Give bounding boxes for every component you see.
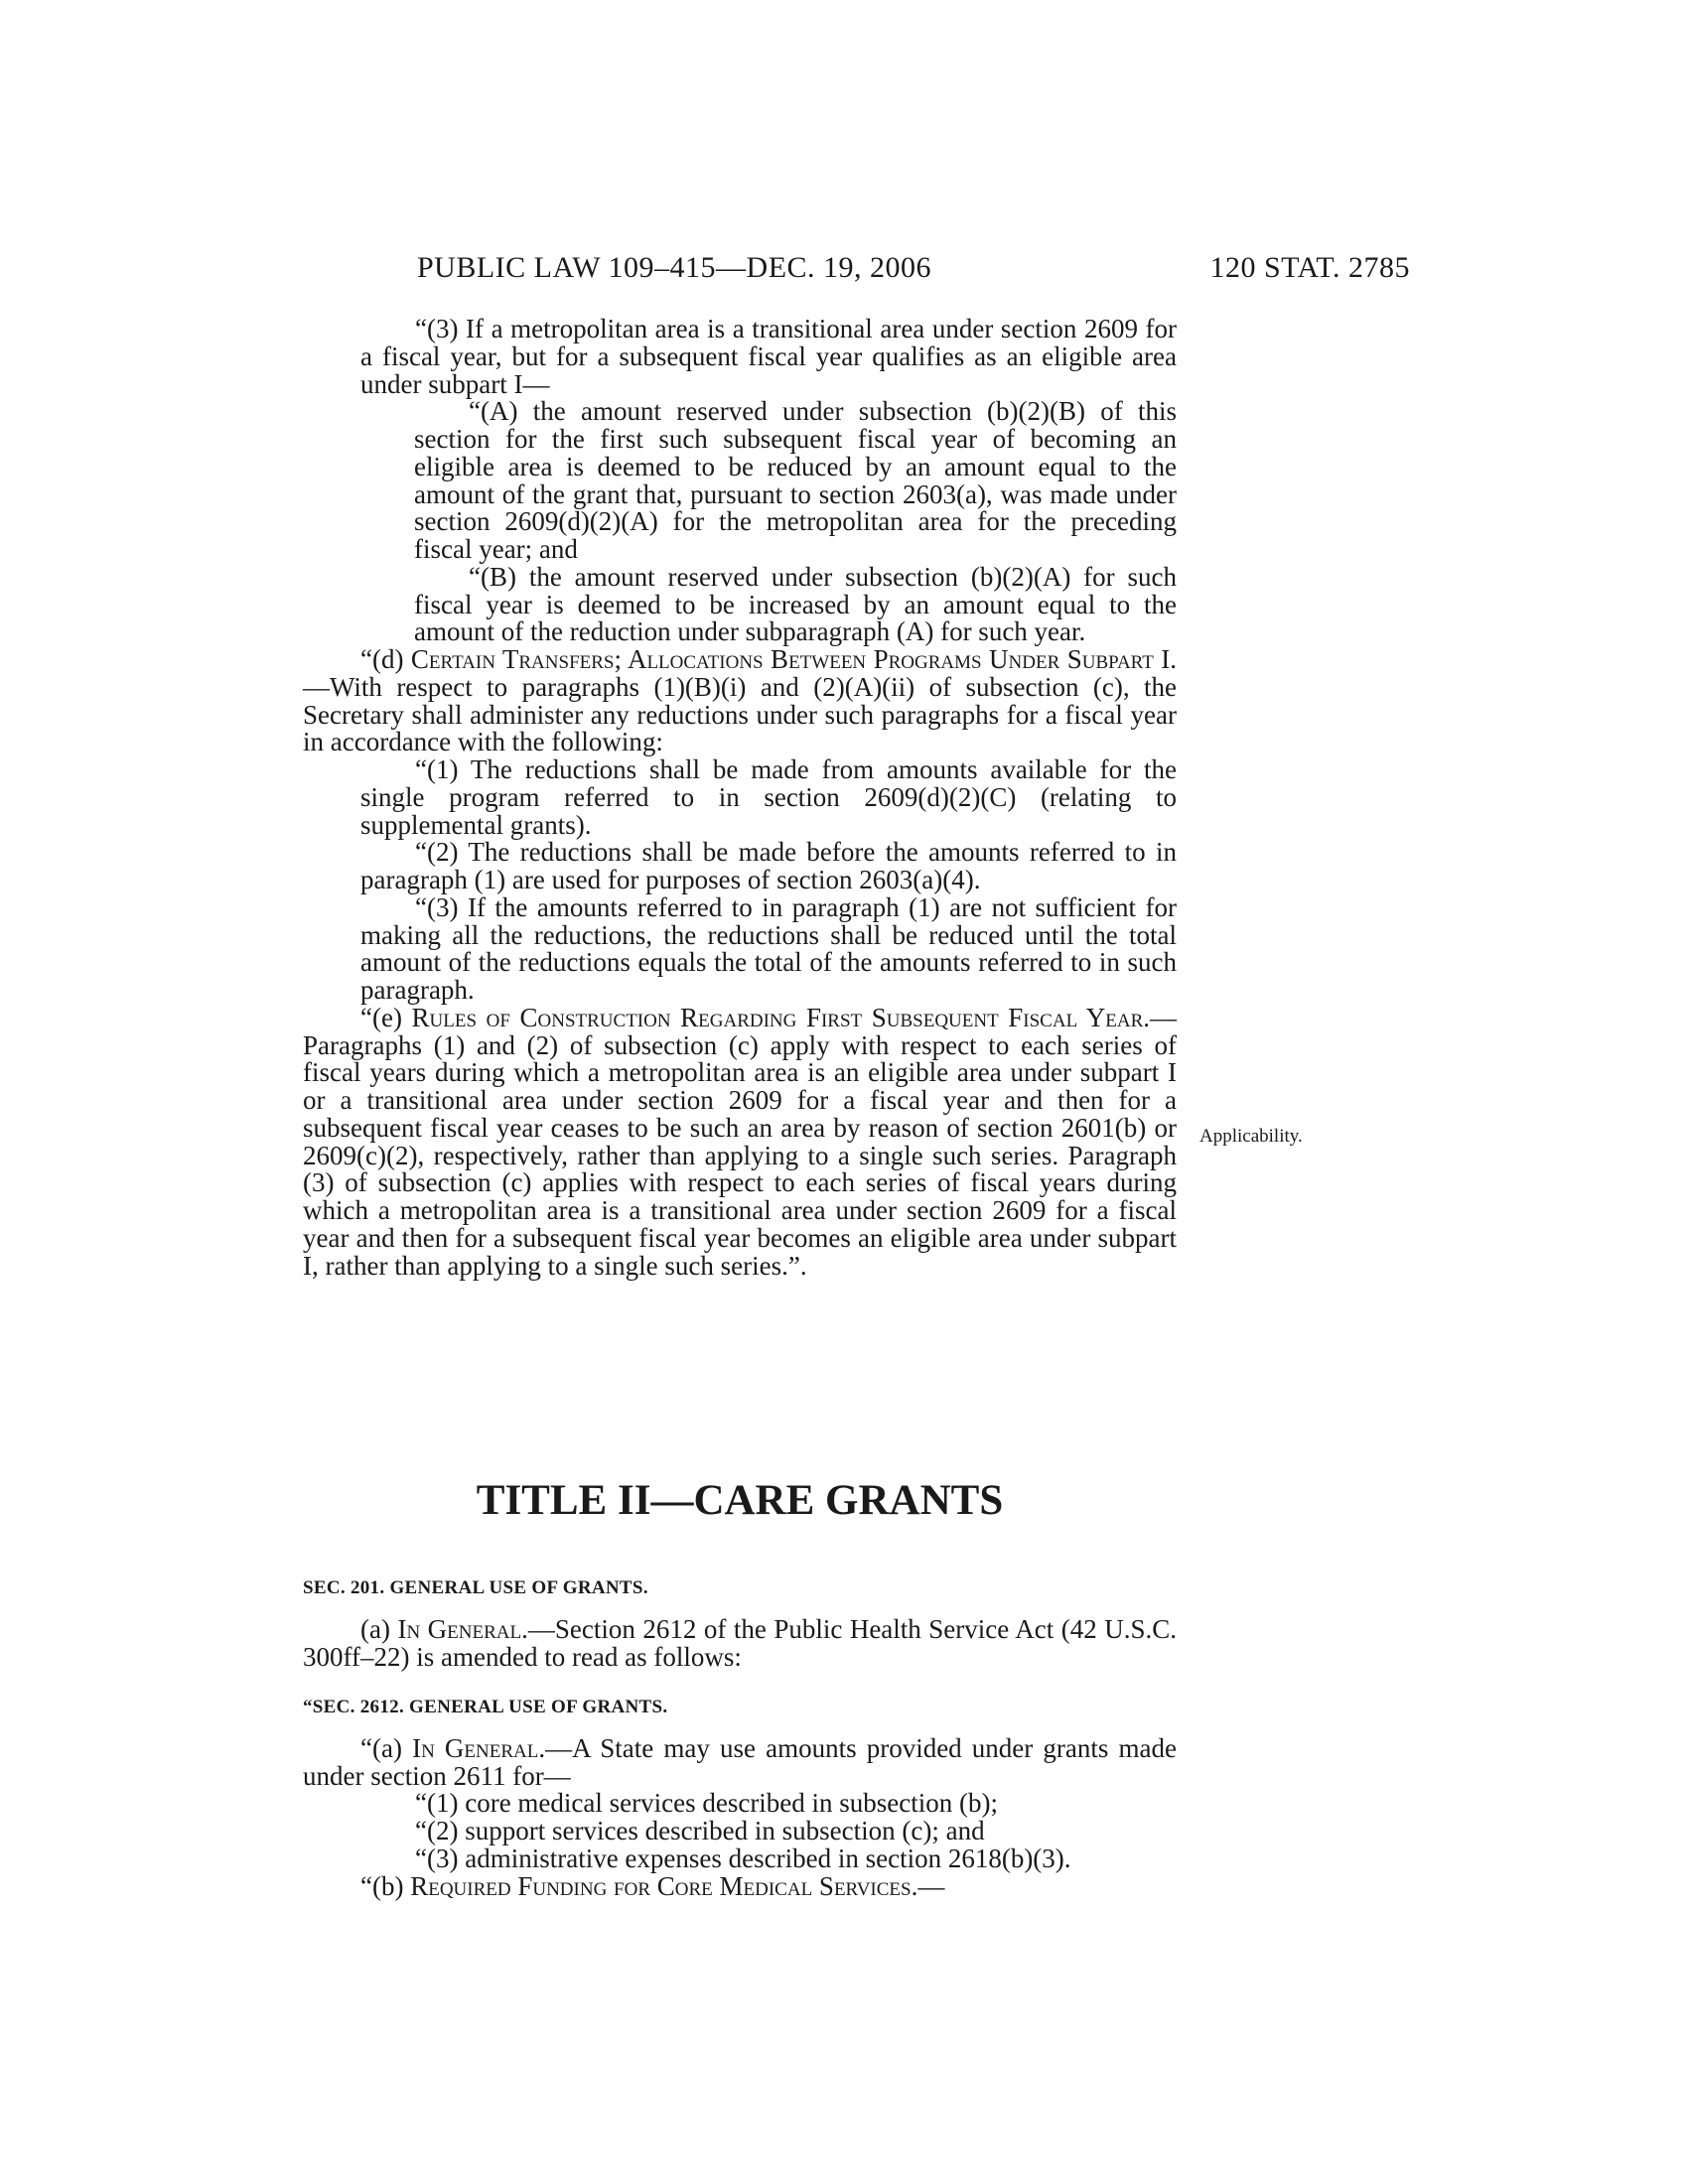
sec-2612-subsection-a: “(a) In General.—A State may use amounts provided under grants made under section 2611 for— (303, 1732, 1177, 1791)
paragraph-d3: “(3) If the amounts referred to in paragraph (1) are not sufficient for making all the reductions, the reductions shall be reduced until the total amount of the reductions equals the total of the amounts referred to in such paragraph. (360, 891, 1177, 1005)
sec-2612-item-2: “(2) support services described in subsection (c); and (415, 1816, 985, 1845)
statute-body (303, 316, 1177, 1280)
sec-2612-item-3: “(3) administrative expenses described in section 2618(b)(3). (415, 1843, 1071, 1873)
title-heading: TITLE II—CARE GRANTS (476, 1477, 1004, 1524)
paragraph-d1: “(1) The reductions shall be made from amounts available for the single program referred to in section 2609(d)(2)(C) (relating to supplemental grants). (360, 754, 1177, 840)
sec-201-subsection-a: (a) In General.—Section 2612 of the Public Health Service Act (42 U.S.C. 300ff–22) is amended to read as follows: (303, 1613, 1178, 1672)
sec-201-block (303, 1574, 1177, 1671)
subsection-d-heading: Certain Transfers; Allocations Between Programs Under Subpart I (410, 644, 1171, 674)
sec-2612-item-1: “(1) core medical services described in subsection (b); (415, 1788, 999, 1819)
subsection-d: “(d) Certain Transfers; Allocations Between Programs Under Subpart I.—With respect to paragraphs (1)(B)(i) and (2)(A)(ii) of subsection (c), the Secretary shall administer any reductions under such paragraphs for a fiscal year in accordance with the following: (303, 644, 1177, 757)
sec-2612-subsection-b: “(b) Required Funding for Core Medical Services.— (360, 1870, 945, 1901)
margin-note-applicability: Applicability. (1199, 1126, 1303, 1147)
header-stat-page: 120 STAT. 2785 (1209, 251, 1410, 284)
subparagraph-c3A: “(A) the amount reserved under subsection (b)(2)(B) of this section for the first such subsequent fiscal year of becoming an eligible area is deemed to be reduced by an amount equal to the amount of the grant that, pursuant to section 2603(a), was made under section 2609(d)(2)(A) for the metropolitan area for the preceding fiscal year; and (414, 396, 1177, 564)
paragraph-d2: “(2) The reductions shall be made before the amounts referred to in paragraph (1) are used for purposes of section 2603(a)(4). (360, 837, 1177, 894)
sec-2612-block (303, 1694, 1177, 1900)
subsection-e: “(e) Rules of Construction Regarding First Subsequent Fiscal Year.—Paragraphs (1) and (2) of subsection (c) apply with respect to each series of fiscal years during which a metropolitan area is an eligible area under subpart I or a transitional area under section 2609 for a fiscal year and then for a subsequent fiscal year ceases to be such an area by reason of section 2601(b) or 2609(c)(2), respectively, rather than applying to a single such series. Paragraph (3) of subsection (c) applies with respect to each series of fiscal years during which a metropolitan area is a transitional area under section 2609 for a fiscal year and then for a subsequent fiscal year becomes an eligible area under subpart I, rather than applying to a single such series.”. (303, 1002, 1178, 1281)
running-header (417, 248, 1410, 288)
subparagraph-c3B: “(B) the amount reserved under subsection (b)(2)(A) for such fiscal year is deemed to be increased by an amount equal to the amount of the reduction under subparagraph (A) for such year. (414, 561, 1177, 647)
header-law-citation: PUBLIC LAW 109–415—DEC. 19, 2006 (417, 251, 932, 284)
paragraph-c3: “(3) If a metropolitan area is a transitional area under section 2609 for a fiscal year, but for a subsequent fiscal year qualifies as an eligible area under subpart I— (360, 314, 1177, 399)
sec-201-heading: SEC. 201. GENERAL USE OF GRANTS. (303, 1577, 648, 1598)
subsection-e-heading: Rules of Construction Regarding First Subsequent Fiscal Year (411, 1002, 1144, 1032)
sec-2612-heading: “SEC. 2612. GENERAL USE OF GRANTS. (303, 1697, 668, 1717)
